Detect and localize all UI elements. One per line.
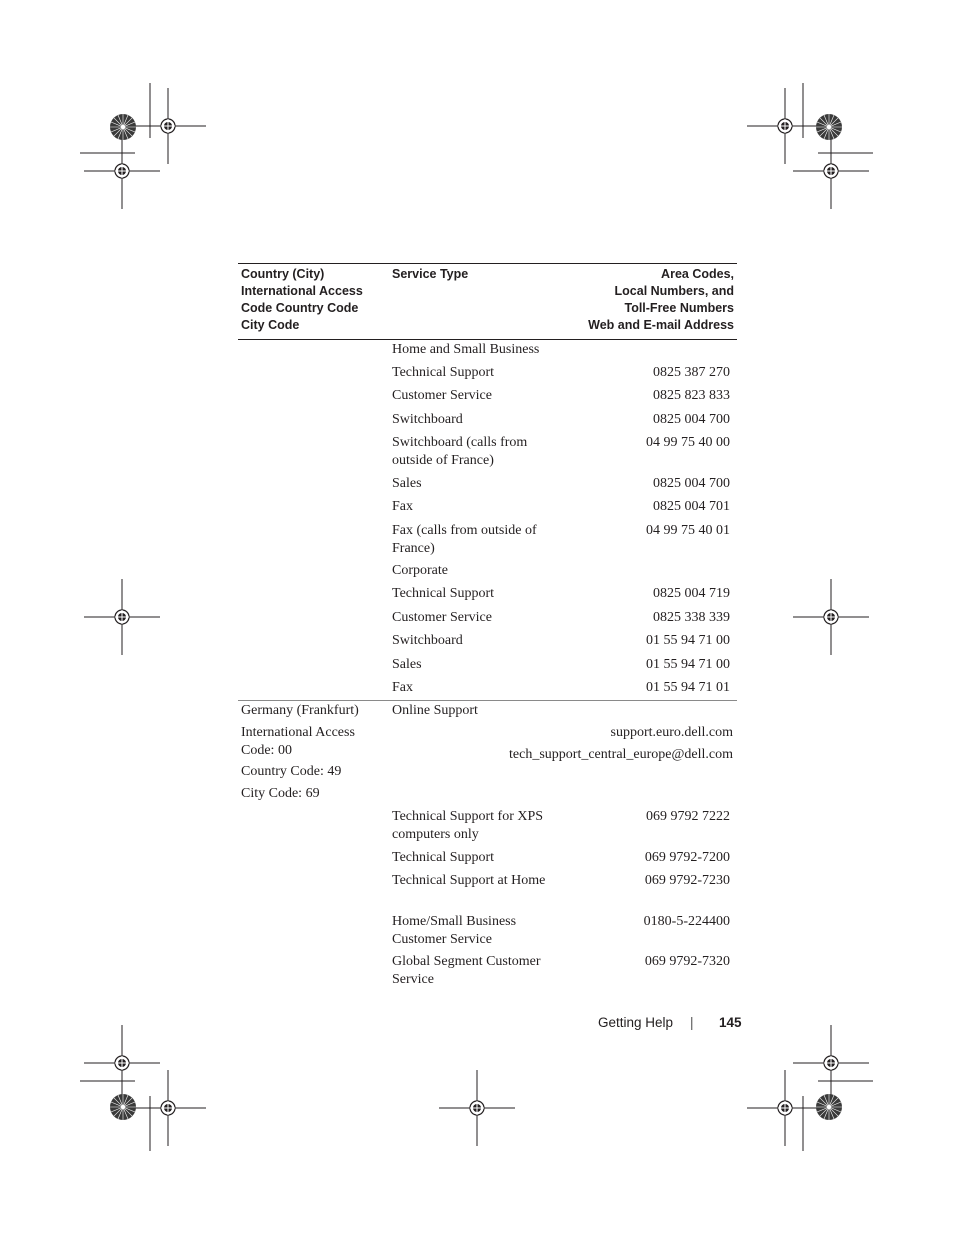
phone-number: 0825 004 701 [653, 499, 730, 514]
header-text: Service Type [392, 267, 469, 281]
table-top-rule [238, 263, 737, 264]
crop-mark-icon [130, 1070, 206, 1146]
service-type: Switchboard (calls from outside of France) [392, 435, 528, 468]
header-country-column [241, 266, 363, 334]
header-bottom-rule [238, 339, 737, 340]
header-text: Local Numbers, and [614, 284, 734, 298]
service-type: Fax [392, 680, 413, 695]
header-text: International Access [241, 284, 363, 298]
header-text: Toll-Free Numbers [624, 301, 734, 315]
color-bar-star-icon [816, 1094, 842, 1120]
city-value: 69 [305, 786, 320, 801]
page-number: 145 [719, 1015, 742, 1030]
phone-number: 0825 004 719 [653, 586, 730, 601]
service-type: Sales [392, 476, 422, 491]
header-text: Web and E-mail Address [588, 318, 734, 332]
crop-mark-icon [747, 88, 823, 164]
email-address: tech_support_central_europe@dell.com [509, 747, 733, 762]
service-type: Technical Support [392, 586, 495, 601]
service-type: Sales [392, 657, 422, 672]
crop-mark-icon [793, 1025, 869, 1101]
access-label: International Access Code: [241, 725, 355, 758]
service-type: Corporate [392, 563, 448, 578]
phone-number: 01 55 94 71 00 [646, 633, 730, 648]
color-bar-star-icon [110, 114, 136, 140]
service-type: Online Support [392, 703, 478, 718]
crop-mark-icon [84, 579, 160, 655]
header-text: Area Codes, [661, 267, 734, 281]
country-city: Germany (Frankfurt) [241, 703, 359, 718]
phone-number: 0825 338 339 [653, 610, 730, 625]
service-type: Technical Support at Home [392, 873, 546, 888]
phone-number: 01 55 94 71 00 [646, 657, 730, 672]
header-service-column [392, 266, 468, 283]
country-label: Country Code: [241, 764, 328, 779]
color-bar-star-icon [816, 114, 842, 140]
service-type: Home/Small Business Customer Service [392, 914, 517, 947]
color-bar-star-icon [110, 1094, 136, 1120]
access-value: 00 [277, 742, 292, 758]
service-type: Global Segment Customer Service [392, 954, 541, 987]
footer-section-title: Getting Help [598, 1015, 674, 1030]
service-type: Customer Service [392, 388, 492, 403]
phone-number: 0825 823 833 [653, 388, 730, 403]
header-text: City Code [241, 318, 300, 332]
crop-mark-icon [84, 133, 160, 209]
city-label: City Code: [241, 786, 306, 801]
web-address: support.euro.dell.com [610, 725, 733, 740]
phone-number: 04 99 75 40 01 [646, 523, 730, 538]
service-type: Fax [392, 499, 413, 514]
phone-number: 069 9792-7320 [644, 954, 730, 969]
phone-number: 069 9792-7200 [644, 850, 730, 865]
crop-mark-icon [793, 579, 869, 655]
service-type: Switchboard [392, 633, 463, 648]
city-code [241, 785, 381, 803]
crop-mark-icon [439, 1070, 515, 1146]
phone-number: 0825 004 700 [653, 476, 730, 491]
header-numbers-column [588, 266, 734, 334]
service-type: Technical Support [392, 365, 495, 380]
crop-mark-icon [747, 1070, 823, 1146]
crop-mark-icon [130, 88, 206, 164]
phone-number: 01 55 94 71 01 [646, 680, 730, 695]
header-text: Code Country Code [241, 301, 359, 315]
phone-number: 0825 004 700 [653, 412, 730, 427]
country-code [241, 763, 381, 781]
section-divider [238, 700, 737, 701]
service-type: Switchboard [392, 412, 463, 427]
footer-separator: | [690, 1015, 694, 1030]
phone-number: 04 99 75 40 00 [646, 435, 730, 450]
service-type: Home and Small Business [392, 342, 540, 357]
service-type: Fax (calls from outside of France) [392, 523, 537, 556]
phone-number: 069 9792-7230 [644, 873, 730, 888]
crop-mark-icon [793, 133, 869, 209]
phone-number: 0825 387 270 [653, 365, 730, 380]
country-value: 49 [327, 764, 342, 779]
service-type: Technical Support [392, 850, 495, 865]
header-text: Country (City) [241, 267, 325, 281]
international-access-code [241, 724, 381, 759]
phone-number: 0180-5-224400 [643, 914, 730, 929]
crop-mark-icon [84, 1025, 160, 1101]
service-type: Technical Support for XPS computers only [392, 809, 544, 842]
phone-number: 069 9792 7222 [646, 809, 730, 824]
service-type: Customer Service [392, 610, 492, 625]
